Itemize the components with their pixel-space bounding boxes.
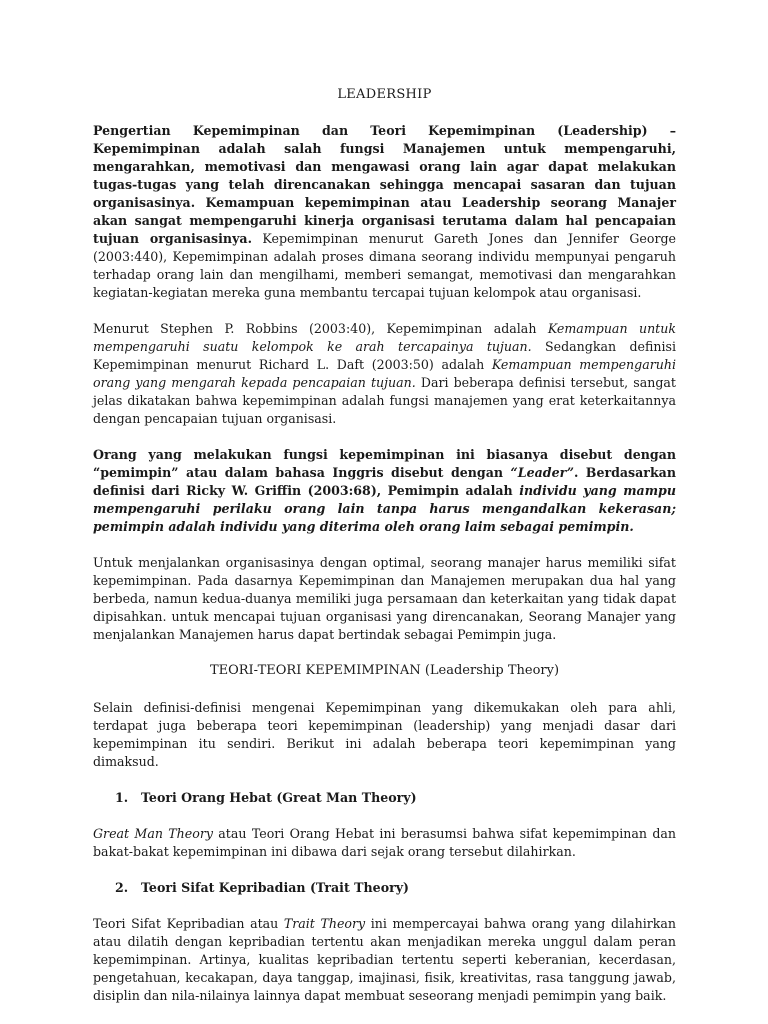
theory-heading-label: Teori Sifat Kepribadian (Trait Theory)	[141, 880, 410, 895]
paragraph-great-man	[93, 825, 676, 861]
italic-term: Great Man Theory	[93, 826, 213, 841]
bold-run: . Berdasarkan definisi dari Ricky W. Griffin (2003:68), Pemimpin adalah	[93, 465, 676, 498]
italic-quote-robbins: Kemampuan untuk mempengaruhi suatu kelompok ke arah tercapainya tujuan.	[93, 321, 676, 354]
section-heading: TEORI-TEORI KEPEMIMPINAN (Leadership Theory)	[209, 663, 560, 678]
bold-run: Orang yang melakukan fungsi kepemimpinan ini biasanya disebut dengan “pemimpin” atau dalam bahasa Inggris disebut dengan	[93, 447, 676, 480]
paragraph-manajer: Untuk menjalankan organisasinya dengan optimal, seorang manajer harus memiliki sifat kepemimpinan. Pada dasarnya Kepemimpinan dan Manajemen merupakan dua hal yang berbeda, namun kedua-duanya memiliki juga persamaan dan keterkaitan yang tidak dapat dipisahkan. untuk mencapai tujuan organisasi yang direncanakan, Seorang Manajer yang menjalankan Manajemen harus dapat bertindak sebagai Pemimpin juga.	[93, 555, 676, 642]
text-run: ini mempercayai bahwa orang yang dilahirkan atau dilatih dengan kepribadian tertentu akan menjadikan mereka unggul dalam peran kepemimpinan. Artinya, kualitas kepribadian tertentu seperti keberanian, kecerdasan, pengetahuan, kecakapan, daya tanggap, imajinasi, fisik, kreativitas, rasa tanggung jawab, disiplin dan nila-nilainya lainnya dapat membuat seseorang menjadi pemimpin yang baik.	[93, 916, 676, 1003]
text-run: Teori Sifat Kepribadian atau	[93, 916, 284, 931]
paragraph-robbins-daft	[93, 320, 676, 428]
text-run: Dari beberapa definisi tersebut, sangat jelas dikatakan bahwa kepemimpinan adalah fungsi manajemen yang erat keterkaitannya dengan pencapaian tujuan organisasi.	[93, 375, 676, 426]
bold-italic-leader: “Leader”	[510, 465, 574, 480]
paragraph-definition-rest: Kepemimpinan menurut Gareth Jones dan Jennifer George (2003:440), Kepemimpinan adalah proses dimana seorang individu mempunyai pengaruh terhadap orang lain dan mengilhami, memberi semangat, memotivasi dan mengarahkan kegiatan-kegiatan mereka guna membantu tercapai tujuan kelompok atau organisasi.	[93, 231, 676, 300]
list-number: 1.	[115, 790, 129, 805]
document-body	[93, 86, 676, 1023]
italic-quote-daft: Kemampuan mempengaruhi orang yang mengarah kepada pencapaian tujuan.	[93, 357, 677, 390]
paragraph-pemimpin	[93, 446, 676, 536]
paragraph-trait	[93, 915, 676, 1005]
italic-term: Trait Theory	[283, 916, 366, 931]
list-number: 2.	[115, 880, 129, 895]
theory-heading-label: Teori Orang Hebat (Great Man Theory)	[141, 790, 417, 805]
text-run: atau Teori Orang Hebat ini berasumsi bahwa sifat kepemimpinan dan bakat-bakat kepemimpinan ini dibawa dari sejak orang tersebut dilahirkan.	[93, 826, 676, 859]
paragraph-definition-bold: Pengertian Kepemimpinan dan Teori Kepemimpinan (Leadership) – Kepemimpinan adalah salah fungsi Manajemen untuk mempengaruhi, mengarahkan, memotivasi dan mengawasi orang lain agar dapat melakukan tugas-tugas yang telah direncanakan sehingga mencapai sasaran dan tujuan organisasinya. Kemampuan kepemimpinan atau Leadership seorang Manajer akan sangat mempengaruhi kinerja organisasi terutama dalam hal pencapaian tujuan organisasinya.	[93, 123, 676, 246]
paragraph-intro-teori: Selain definisi-definisi mengenai Kepemimpinan yang dikemukakan oleh para ahli, terdapat juga beberapa teori kepemimpinan (leadership) yang menjadi dasar dari kepemimpinan itu sendiri. Berikut ini adalah beberapa teori kepemimpinan yang dimaksud.	[93, 700, 676, 769]
document-title: LEADERSHIP	[337, 87, 432, 102]
theory-heading-1	[93, 789, 676, 807]
text-run: Sedangkan definisi Kepemimpinan menurut Richard L. Daft (2003:50) adalah	[93, 339, 676, 372]
bold-italic-griffin-quote: individu yang mampu mempengaruhi perilaku orang lain tanpa harus mengandalkan kekerasan; pemimpin adalah individu yang diterima oleh orang laim sebagai pemimpin.	[93, 483, 677, 534]
paragraph-definition	[93, 122, 676, 302]
theory-heading-2	[93, 879, 676, 897]
text-run: Menurut Stephen P. Robbins (2003:40), Kepemimpinan adalah	[93, 321, 548, 336]
